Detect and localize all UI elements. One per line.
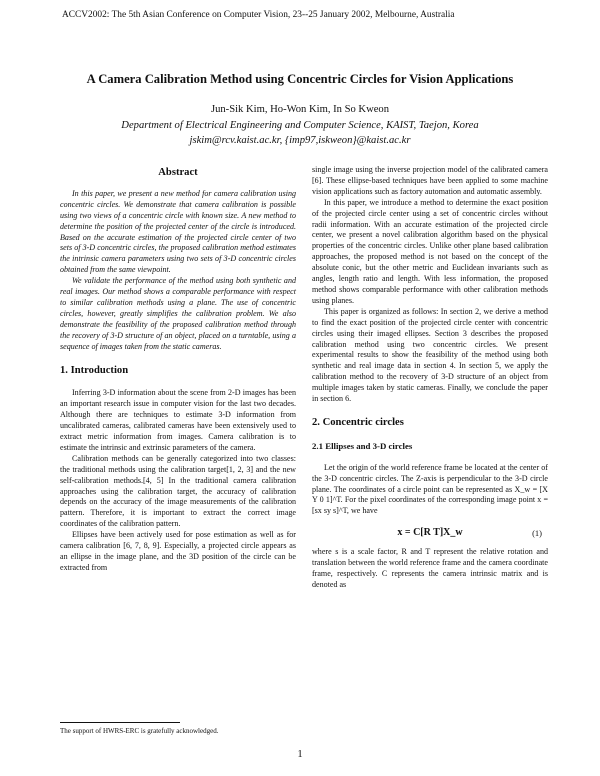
- section-heading-introduction: 1. Introduction: [60, 364, 129, 376]
- body-paragraph: single image using the inverse projection model of the calibrated camera [6]. These ellipse-based techniques have been applied to some machine vision applications such as factory automation and automatic assembly.: [312, 165, 548, 196]
- equation-text: x = C[R T]X_w: [397, 526, 463, 538]
- abstract-heading: Abstract: [158, 167, 198, 178]
- paper-authors: Jun-Sik Kim, Ho-Won Kim, In So Kweon: [210, 104, 390, 115]
- section-heading-concentric-circles: 2. Concentric circles: [312, 416, 404, 428]
- conference-header: ACCV2002: The 5th Asian Conference on Computer Vision, 23--25 January 2002, Melbourne, Australia: [62, 10, 455, 20]
- paper-title: A Camera Calibration Method using Concentric Circles for Vision Applications: [86, 72, 514, 86]
- body-paragraph: Let the origin of the world reference frame be located at the center of the 3-D concentric circles. The Z-axis is perpendicular to the 3-D circle plane. The coordinates of a circle point can be represented as X_w = [X Y 0 1]^T. For the pixel coordinates of the corresponding image point x = [sx sy s]^T, we have: [312, 462, 548, 516]
- left-column: [60, 160, 296, 574]
- abstract-paragraph: We validate the performance of the method using both synthetic and real images. Our method shows a comparable performance with respect to similar calibration methods using a plane. The use of concentric circles, however, greatly simplifies the calibration problem. We also demonstrate the feasibility of the proposed calibration method through the recovery of 3-D structure of an object, placed on a turntable, using a sequence of images taken from the static cameras.: [60, 276, 296, 351]
- footnote: The support of HWRS-ERC is gratefully acknowledged.: [60, 727, 219, 735]
- right-column: [312, 165, 548, 591]
- footnote-rule: [60, 722, 180, 723]
- abstract-body: [60, 189, 296, 353]
- intro-paragraph: Ellipses have been actively used for pose estimation as well as for camera calibration [6, 7, 8, 9]. Especially, a projected circle appears as an ellipse in the image plane, and the 3D position of the circle can be extracted from: [60, 530, 296, 572]
- subsection-heading: 2.1 Ellipses and 3-D circles: [312, 440, 413, 451]
- page-number: 1: [297, 749, 303, 760]
- abstract-paragraph: In this paper, we present a new method for camera calibration using concentric circles. We demonstrate that camera calibration is possible using two views of a concentric circle with known size. A new method to determine the position of the projected center of the circle is introduced. Based on the accurate estimation of the projected circle center of two sets of 3-D concentric circles, the proposed calibration method estimates the intrinsic camera parameters using two sets of 3-D concentric circles obtained from the same viewpoint.: [60, 188, 296, 275]
- equation-1: [312, 526, 548, 540]
- paper-emails: jskim@rcv.kaist.ac.kr, {imp97,iskweon}@kaist.ac.kr: [189, 135, 411, 146]
- intro-paragraph: Calibration methods can be generally categorized into two classes: the traditional methods using the calibration target[1, 2, 3] and the new self-calibration methods.[4, 5] In the traditional camera calibration approaches using the calibration target, the accuracy of calibration depends on the accuracy of the image measurements of the calibration pattern. Therefore, it is important to extract the correct image coordinates of the calibration pattern.: [60, 453, 296, 529]
- body-paragraph: where s is a scale factor, R and T represent the relative rotation and translation between the world reference frame and the camera coordinate frame, respectively. C represents the camera intrinsic matrix and is denoted as: [312, 547, 548, 589]
- body-paragraph: This paper is organized as follows: In section 2, we derive a method to find the exact position of the projected circle center with concentric circles using their imaged ellipses. Section 3 describes the proposed calibration method using two concentric circles. We present experimental results to show the feasibility of the method using both synthetic and real image data in section 4. In section 5, we apply the calibration method to the recovery of 3-D structure of an object from multiple images taken by static cameras. Finally, we conclude the paper in section 6.: [312, 306, 548, 404]
- paper-affiliation: Department of Electrical Engineering and Computer Science, KAIST, Taejon, Korea: [121, 120, 479, 131]
- equation-number: (1): [532, 527, 542, 538]
- intro-paragraph: Inferring 3-D information about the scene from 2-D images has been an important research issue in computer vision for the last two decades. Although there are techniques to estimate 3-D information from uncalibrated cameras, calibrated cameras have been extensively used to extract metric information from images. Camera calibration is to estimate the intrinsic and extrinsic parameters of the camera.: [60, 388, 296, 452]
- body-paragraph: In this paper, we introduce a method to determine the exact position of the projected circle center using a set of concentric circles without radii information. With an accurate estimation of the projected circle center, we present a novel calibration algorithm based on the physical properties of the concentric circles. Unlike other plane based calibration approaches, the proposed method is not based on the concept of the absolute conic, but the other metric and Euclidean invariants such as angles, length ratio and length. With less information, the proposed method shows comparable performance with other calibration methods using planes.: [312, 197, 548, 305]
